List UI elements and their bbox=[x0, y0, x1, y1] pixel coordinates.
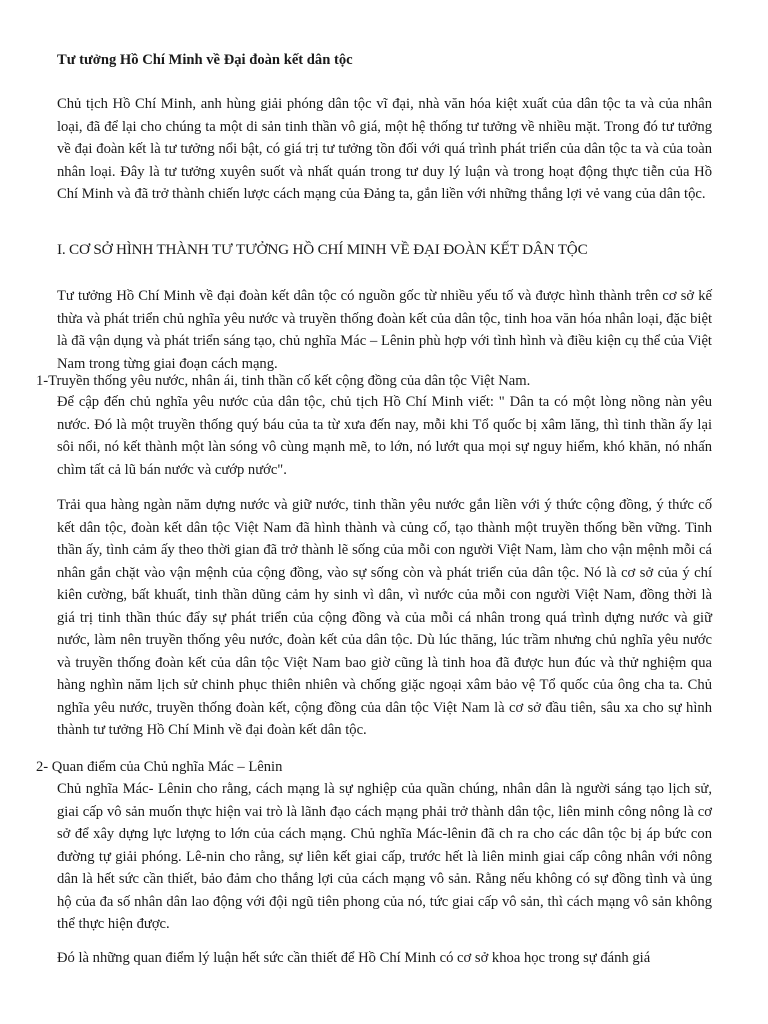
document-title: Tư tưởng Hồ Chí Minh về Đại đoàn kết dân tộc bbox=[57, 52, 353, 68]
section-1-intro-paragraph: Tư tưởng Hồ Chí Minh về đại đoàn kết dân tộc có nguồn gốc từ nhiều yếu tố và được hình thành trên cơ sở kế thừa và phát triển chủ nghĩa yêu nước và truyền thống đoàn kết của dân tộc, tinh hoa văn hóa nhân loại, đặc biệt là đã vận dụng và phát triển sáng tạo, chủ nghĩa Mác – Lênin phù hợp với tình hình và điều kiện cụ thể của Việt Nam trong từng giai đoạn cách mạng. bbox=[57, 288, 712, 372]
item-1-body-paragraph: Trải qua hàng ngàn năm dựng nước và giữ nước, tinh thần yêu nước gắn liền với ý thức cộng đồng, ý thức cố kết dân tộc, đoàn kết dân tộc Việt Nam đã hình thành và củng cố, tạo thành một truyền thống bền vững. Tinh thần ấy, tình cảm ấy theo thời gian đã trở thành lẽ sống của mỗi con người Việt Nam, làm cho vận mệnh mỗi cá nhân gắn chặt vào vận mệnh của cộng đồng, vào sự sống còn và phát triển của dân tộc. Nó là cơ sở của ý chí kiên cường, bất khuất, tinh thần dũng cảm hy sinh vì dân, vì nước của mỗi con người Việt Nam, đồng thời là giá trị tinh thần thúc đẩy sự phát triển của cộng đồng và của mỗi cá nhân trong quá trình dựng nước và giữ nước, làm nên truyền thống yêu nước, đoàn kết của dân tộc. Dù lúc thăng, lúc trầm nhưng chủ nghĩa yêu nước và truyền thống đoàn kết của dân tộc Việt Nam bao giờ cũng là tinh hoa đã được hun đúc và thử nghiệm qua hàng nghìn năm lịch sử chinh phục thiên nhiên và chống giặc ngoại xâm bảo vệ Tổ quốc của ông cha ta. Chủ nghĩa yêu nước, truyền thống đoàn kết, cộng đồng của dân tộc Việt Nam là cơ sở đầu tiên, sâu xa cho sự hình thành tư tưởng Hồ Chí Minh về đại đoàn kết dân tộc. bbox=[57, 497, 712, 738]
intro-paragraph: Chủ tịch Hồ Chí Minh, anh hùng giải phóng dân tộc vĩ đại, nhà văn hóa kiệt xuất của dân tộc ta và của nhân loại, đã để lại cho chúng ta một di sản tinh thần vô giá, một hệ thống tư tưởng về nhiều mặt. Trong đó tư tưởng về đại đoàn kết là tư tưởng nổi bật, có giá trị tư tưởng tồn đối với quá trình phát triển của dân tộc ta và của toàn nhân loại. Đây là tư tưởng xuyên suốt và nhất quán trong tư duy lý luận và trong hoạt động thực tiễn của Hồ Chí Minh và đã trở thành chiến lược cách mạng của Đảng ta, gắn liền với những thắng lợi vẻ vang của dân tộc. bbox=[57, 96, 712, 202]
item-2-body-paragraph: Chủ nghĩa Mác- Lênin cho rằng, cách mạng là sự nghiệp của quần chúng, nhân dân là người sáng tạo lịch sử, giai cấp vô sản muốn thực hiện vai trò là lãnh đạo cách mạng phải trở thành dân tộc, liên minh công nông là cơ sở để xây dựng lực lượng to lớn của cách mạng. Chủ nghĩa Mác-lênin đã ch ra cho các dân tộc bị áp bức con đường tự giải phóng. Lê-nin cho rằng, sự liên kết giai cấp, trước hết là liên minh giai cấp công nhân với nông dân là hết sức cần thiết, bảo đảm cho thắng lợi của cách mạng vô sản. Rằng nếu không có sự đồng tình và ủng hộ của đa số nhân dân lao động với đội ngũ tiên phong của nó, tức giai cấp vô sản, thì cách mạng vô sản không thể thực hiện được. bbox=[57, 781, 712, 932]
item-2-heading: 2- Quan điểm của Chủ nghĩa Mác – Lênin bbox=[36, 759, 283, 775]
closing-paragraph: Đó là những quan điểm lý luận hết sức cần thiết để Hồ Chí Minh có cơ sở khoa học trong sự đánh giá bbox=[57, 950, 651, 966]
item-1-quote-paragraph: Để cập đến chủ nghĩa yêu nước của dân tộc, chủ tịch Hồ Chí Minh viết: " Dân ta có một lòng nồng nàn yêu nước. Đó là một truyền thống quý báu của ta từ xưa đến nay, mỗi khi Tổ quốc bị xâm lăng, thì tinh thần ấy lại sôi nổi, nó kết thành một làn sóng vô cùng mạnh mẽ, to lớn, nó lướt qua mọi sự nguy hiểm, khó khăn, nó nhấn chìm tất cả lũ bán nước và cướp nước". bbox=[57, 394, 712, 478]
item-1-heading: 1-Truyền thống yêu nước, nhân ái, tinh thần cố kết cộng đồng của dân tộc Việt Nam. bbox=[36, 373, 531, 389]
section-1-heading: I. CƠ SỞ HÌNH THÀNH TƯ TƯỞNG HỒ CHÍ MINH VỀ ĐẠI ĐOÀN KẾT DÂN TỘC bbox=[57, 241, 588, 258]
